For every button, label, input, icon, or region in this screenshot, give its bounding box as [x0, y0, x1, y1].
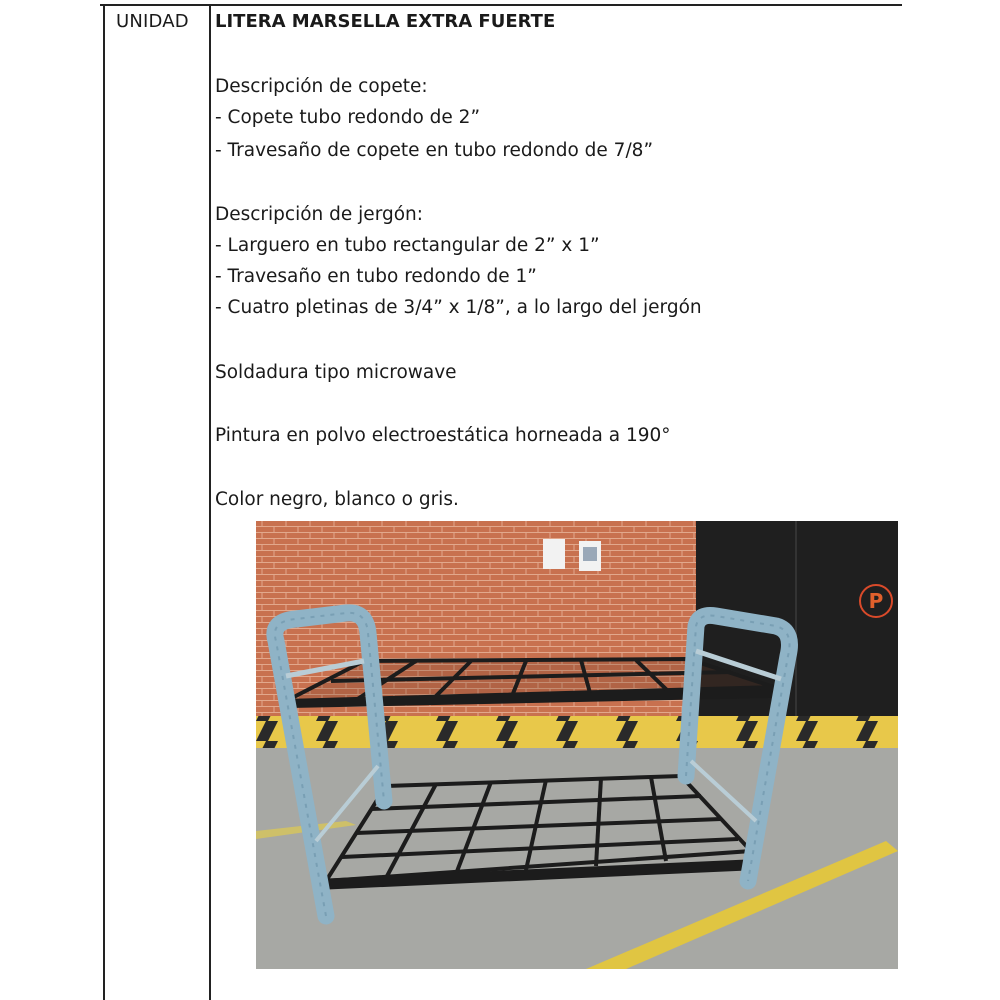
welding-spec: Soldadura tipo microwave	[215, 362, 457, 383]
unit-label: UNIDAD	[116, 11, 189, 32]
product-title: LITERA MARSELLA EXTRA FUERTE	[215, 11, 556, 32]
jergon-heading: Descripción de jergón:	[215, 204, 423, 225]
paint-spec: Pintura en polvo electroestática horneada a 190°	[215, 425, 671, 446]
hazard-curb	[256, 716, 898, 748]
copete-heading: Descripción de copete:	[215, 76, 428, 97]
table-left-border	[103, 4, 105, 1000]
jergon-item: - Larguero en tubo rectangular de 2” x 1”	[215, 235, 600, 256]
table-column-divider	[209, 4, 211, 1000]
jergon-item: - Cuatro pletinas de 3/4” x 1/8”, a lo largo del jergón	[215, 297, 702, 318]
jergon-item: - Travesaño en tubo redondo de 1”	[215, 266, 537, 287]
color-options: Color negro, blanco o gris.	[215, 489, 459, 510]
table-top-border	[100, 4, 902, 6]
copete-item: - Copete tubo redondo de 2”	[215, 107, 481, 128]
bunk-bed-photo	[256, 521, 898, 969]
copete-item: - Travesaño de copete en tubo redondo de 7/8”	[215, 140, 654, 161]
parking-sign-letter: P	[868, 589, 884, 613]
